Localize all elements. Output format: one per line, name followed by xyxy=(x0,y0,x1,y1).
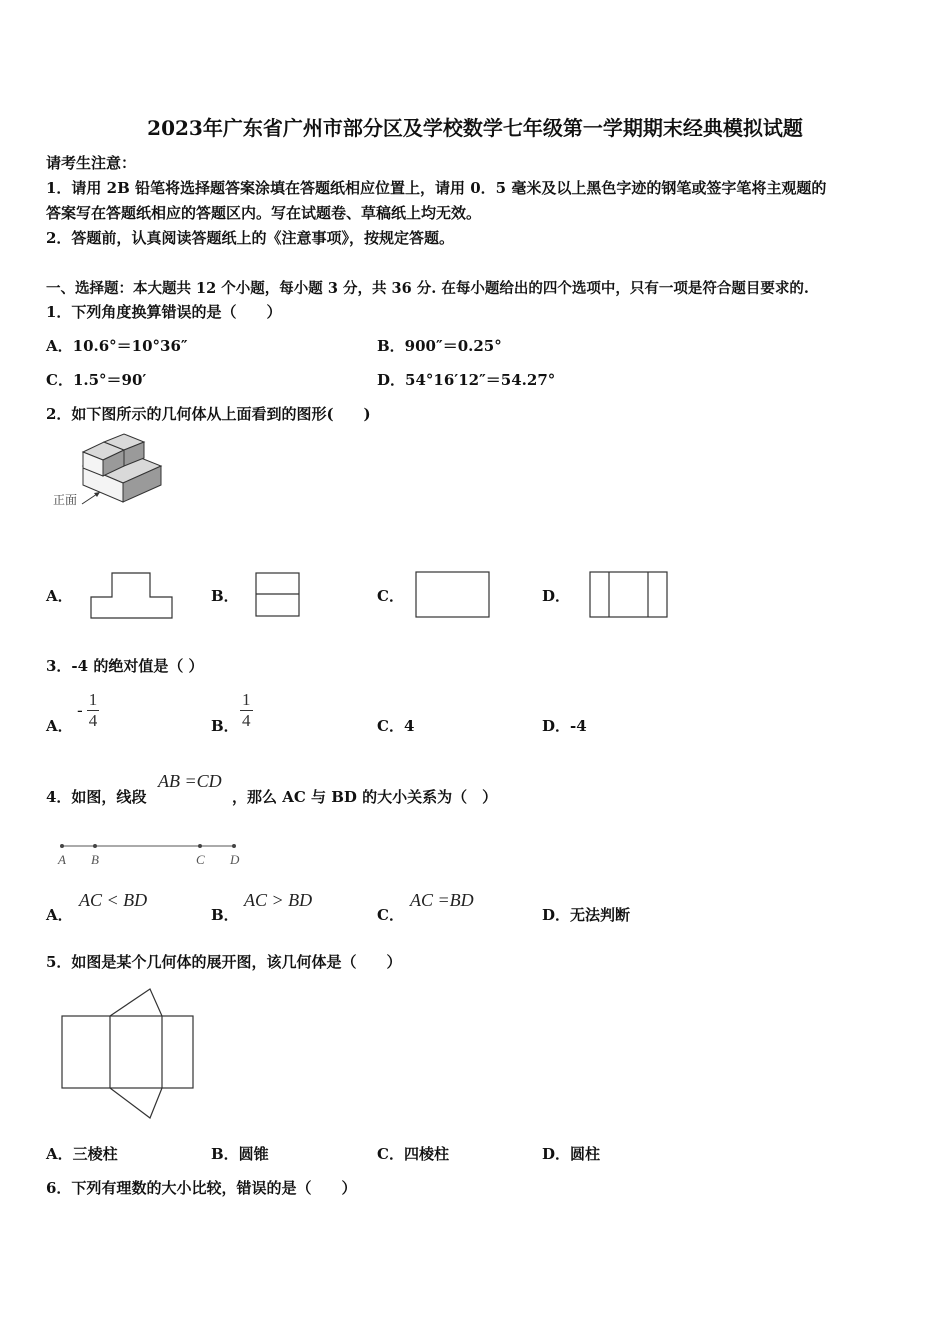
q4-stem-suffix: ，那么 AC 与 BD 的大小关系为（ ） xyxy=(232,788,498,806)
q5-stem: 5．如图是某个几何体的展开图，该几何体是（ ） xyxy=(46,953,402,971)
q3-option-c: C．4 xyxy=(377,717,415,735)
q4-option-b-math: AC > BD xyxy=(244,890,313,910)
q1-option-a: A．10.6°＝10°36″ xyxy=(46,337,188,355)
q4-segment-figure xyxy=(54,838,244,868)
q2-option-d-label: D． xyxy=(542,587,571,605)
q5-option-d: D．圆柱 xyxy=(542,1145,601,1163)
section-heading: 一、选择题：本大题共 12 个小题，每小题 3 分，共 36 分. 在每小题给出的四个选项中，只有一项是符合题目要求的. xyxy=(46,280,809,297)
q1-option-b: B．900″＝0.25° xyxy=(377,337,502,355)
q4-option-a-math: AC < BD xyxy=(79,890,148,910)
notice-line-2: 2．答题前，认真阅读答题纸上的《注意事项》，按规定答题。 xyxy=(46,229,454,247)
q4-point-b-label: B xyxy=(91,852,99,867)
q4-stem-prefix: 4．如图，线段 xyxy=(46,788,147,806)
q2-option-b-label: B． xyxy=(211,587,239,605)
q4-option-c-label: C． xyxy=(377,906,404,924)
q4-option-d: D．无法判断 xyxy=(542,906,631,924)
q2-solid-figure xyxy=(40,430,180,520)
q4-option-a-label: A． xyxy=(46,906,73,924)
q3-option-a-sign: - xyxy=(77,700,83,721)
q2-option-b-shape xyxy=(255,572,301,618)
q3-option-a-label: A． xyxy=(46,717,73,735)
q3-option-a-numerator: 1 xyxy=(88,690,98,709)
q3-option-b-denominator: 4 xyxy=(242,711,251,730)
q3-option-d: D．-4 xyxy=(542,717,587,735)
q4-option-c-math: AC =BD xyxy=(410,890,474,910)
q3-option-b-fraction xyxy=(240,690,253,731)
q3-option-a-value xyxy=(77,690,99,731)
q1-option-d: D．54°16′12″＝54.27° xyxy=(377,371,556,389)
q2-option-a-shape xyxy=(90,572,174,620)
notice-heading: 请考生注意： xyxy=(46,154,137,172)
q2-stem: 2．如下图所示的几何体从上面看到的图形( ) xyxy=(46,405,371,423)
notice-line-1a: 1．请用 2B 铅笔将选择题答案涂填在答题纸相应位置上，请用 0．5 毫米及以上黑色字迹的钢笔或签字笔将主观题的 xyxy=(46,179,827,197)
q2-option-a-label: A． xyxy=(46,587,73,605)
q4-point-a-label: A xyxy=(58,852,66,867)
q3-option-b-value xyxy=(240,690,253,731)
q4-option-b-label: B． xyxy=(211,906,239,924)
q4-point-c-label: C xyxy=(196,852,205,867)
q3-option-a-denominator: 4 xyxy=(88,711,98,730)
q4-stem-math: AB =CD xyxy=(158,771,222,791)
q5-option-b: B．圆锥 xyxy=(211,1145,269,1163)
q2-front-label: 正面 xyxy=(53,493,78,507)
q1-option-c: C．1.5°＝90′ xyxy=(46,371,147,389)
q3-option-b-label: B． xyxy=(211,717,239,735)
q5-net-figure xyxy=(60,985,198,1125)
q2-option-c-label: C． xyxy=(377,587,404,605)
q3-stem: 3．-4 的绝对值是（ ） xyxy=(46,657,204,675)
q5-option-c: C．四棱柱 xyxy=(377,1145,449,1163)
q6-stem: 6．下列有理数的大小比较，错误的是（ ） xyxy=(46,1179,357,1197)
q1-stem: 1．下列角度换算错误的是（ ） xyxy=(46,303,282,321)
page-title: 2023年广东省广州市部分区及学校数学七年级第一学期期末经典模拟试题 xyxy=(147,116,803,140)
q4-point-d-label: D xyxy=(230,852,240,867)
q2-option-d-shape xyxy=(589,571,669,619)
notice-line-1b: 答案写在答题纸相应的答题区内。写在试题卷、草稿纸上均无效。 xyxy=(46,204,482,222)
q3-option-a-fraction xyxy=(87,690,100,731)
q2-option-c-shape xyxy=(415,571,491,619)
q5-option-a: A．三棱柱 xyxy=(46,1145,118,1163)
q3-option-b-numerator: 1 xyxy=(242,690,251,709)
